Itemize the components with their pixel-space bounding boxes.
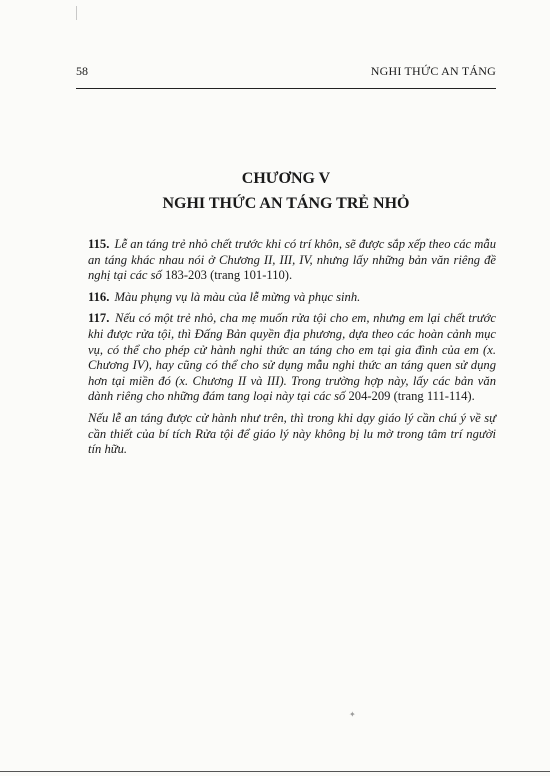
page-header xyxy=(76,64,496,82)
paragraph-reference: 183-203 (trang 101-110). xyxy=(161,268,293,283)
paragraph-number: 117. xyxy=(88,311,110,326)
scan-speck: ✦ xyxy=(349,710,356,719)
paragraph-number: 116. xyxy=(88,289,110,304)
chapter-title: NGHI THỨC AN TÁNG TRẺ NHỎ xyxy=(162,195,410,212)
paragraph-117 xyxy=(88,311,496,405)
paragraph-number: 115. xyxy=(88,237,110,251)
chapter-heading xyxy=(76,166,496,216)
paragraph-text: Màu phụng vụ là màu của lễ mừng và phục sinh. xyxy=(114,289,361,304)
paragraph-text: Nếu lễ an táng được cử hành như trên, thì trong khi dạy giáo lý cần chú ý về sự cần thiết của bí tích Rửa tội để giáo lý này không bị lu mờ trong tâm trí người tín hữu. xyxy=(88,410,496,457)
header-divider xyxy=(76,88,496,89)
paragraph-text: Lễ an táng trẻ nhỏ chết trước khi có trí khôn, sẽ được sắp xếp theo các mẫu an táng khác nhau nói ở Chương II, III, IV, nhưng lấy những bản văn riêng đề nghị tại các số xyxy=(88,237,496,283)
page-number: 58 xyxy=(76,64,88,78)
scan-artifact-mark xyxy=(76,6,77,20)
page-bottom-edge xyxy=(0,771,550,772)
running-title: NGHI THỨC AN TÁNG xyxy=(370,64,496,78)
paragraph-note xyxy=(88,411,496,458)
paragraph-text: Nếu có một trẻ nhỏ, cha mẹ muốn rửa tội cho em, nhưng em lại chết trước khi được rửa tội, thì Đấng Bản quyền địa phương, dựa theo các hoàn cảnh mục vụ, có thể cho phép cử hành nghi thức an táng cho em tại gia đình của em (x. Chương IV), hay cũng có thể cho sử dụng mẫu nghi thức an táng quen sử dụng hơn tại miền đó (x. Chương II và III). Trong trường hợp này, lấy các bản văn dành riêng cho những đám tang loại này tại các số xyxy=(88,311,496,404)
body-text xyxy=(88,237,496,464)
paragraph-reference: 204-209 (trang 111-114). xyxy=(345,389,475,404)
chapter-number: CHƯƠNG V xyxy=(241,170,331,187)
paragraph-115 xyxy=(88,237,496,284)
paragraph-116 xyxy=(88,290,496,306)
